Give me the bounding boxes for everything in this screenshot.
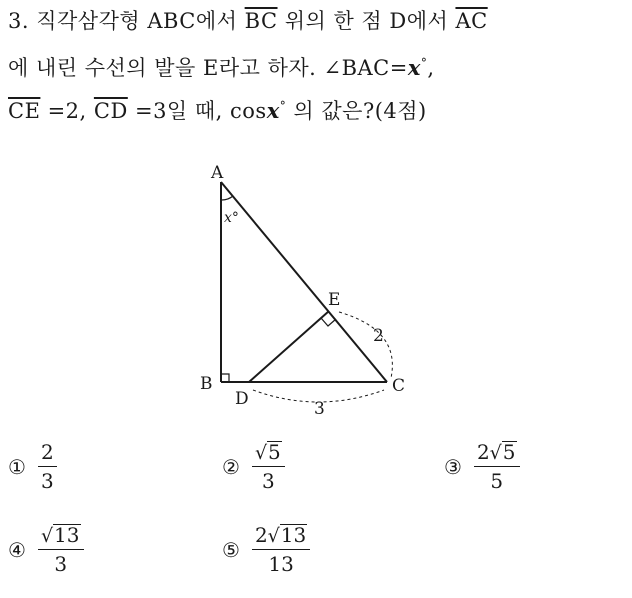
numerator: 2√5 xyxy=(474,440,520,467)
question-text: 에 내린 수선의 발을 E라고 하자. ∠BAC= xyxy=(8,56,408,80)
point-label-d: D xyxy=(235,389,249,409)
fraction xyxy=(474,440,520,493)
variable-x: x xyxy=(407,55,421,80)
denominator: 5 xyxy=(490,469,504,493)
choice-1[interactable] xyxy=(8,440,57,493)
question-text: , xyxy=(427,56,435,80)
coefficient: 2 xyxy=(476,440,490,464)
question-text: =3일 때, cos xyxy=(127,99,267,123)
question-text: 3. 직각삼각형 ABC에서 xyxy=(8,9,245,33)
fraction xyxy=(38,523,84,576)
segment-bc: $\overline{BC}$ xyxy=(244,9,278,33)
denominator: 3 xyxy=(54,552,68,576)
question-text: =2, xyxy=(40,99,94,123)
denominator: 3 xyxy=(261,469,275,493)
radicand: 5 xyxy=(268,440,281,464)
numerator: 2 xyxy=(38,440,57,467)
radicand: 5 xyxy=(502,440,516,464)
choice-marker: ① xyxy=(8,454,26,479)
segment-de xyxy=(249,311,329,382)
radicand: 13 xyxy=(54,523,80,547)
length-label-cd: 3 xyxy=(314,399,325,419)
fraction xyxy=(252,440,285,493)
choice-marker: ③ xyxy=(444,454,462,479)
point-label-e: E xyxy=(328,290,341,310)
denominator: 3 xyxy=(40,469,54,493)
degree-symbol: ° xyxy=(420,56,428,70)
numerator: 2√13 xyxy=(252,523,310,550)
question-text: 의 값은?(4점) xyxy=(286,99,427,123)
length-label-ce: 2 xyxy=(373,326,384,346)
choice-5[interactable] xyxy=(222,523,310,576)
segment-ce: $\overline{CE}$ xyxy=(8,99,41,123)
choice-marker: ② xyxy=(222,454,240,479)
numerator: √13 xyxy=(38,523,84,550)
segment-cd: $\overline{CD}$ xyxy=(93,99,128,123)
segment-ac: $\overline{AC}$ xyxy=(455,9,488,33)
side-ac xyxy=(221,182,387,382)
vertex-label-c: C xyxy=(392,376,406,396)
choice-2[interactable] xyxy=(222,440,285,493)
fraction xyxy=(38,440,57,493)
choice-3[interactable] xyxy=(444,440,520,493)
angle-label-x: x° xyxy=(224,210,239,226)
denominator: 13 xyxy=(268,552,294,576)
angle-arc-a xyxy=(221,196,233,200)
right-angle-mark-b xyxy=(221,374,229,382)
choice-marker: ④ xyxy=(8,537,26,562)
radicand: 13 xyxy=(280,523,307,547)
choice-marker: ⑤ xyxy=(222,537,240,562)
fraction xyxy=(252,523,310,576)
vertex-label-b: B xyxy=(200,374,213,394)
vertex-label-a: A xyxy=(211,163,224,183)
choice-4[interactable] xyxy=(8,523,84,576)
variable-x: x xyxy=(266,98,280,123)
dimension-arc-ce xyxy=(339,312,392,378)
degree-symbol: ° xyxy=(279,99,287,113)
coefficient: 2 xyxy=(254,523,268,547)
numerator: √5 xyxy=(252,440,285,467)
question-text: 위의 한 점 D에서 xyxy=(277,9,456,33)
